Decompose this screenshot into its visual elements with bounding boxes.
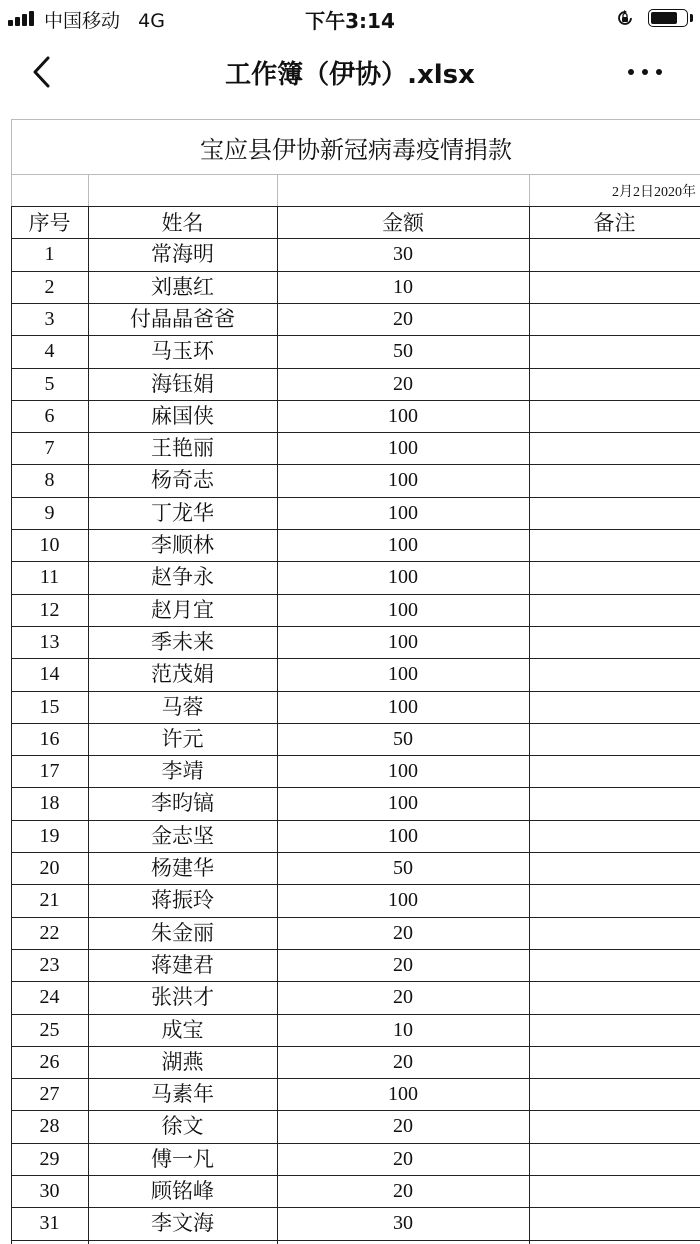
sheet-title: 宝应县伊协新冠病毒疫情捐款	[200, 136, 512, 164]
row-name-cell[interactable]: 马素年	[151, 1082, 214, 1107]
row-number-cell[interactable]: 26	[39, 1050, 60, 1073]
row-number-cell[interactable]: 12	[39, 598, 60, 621]
row-amount-cell[interactable]: 50	[393, 340, 413, 363]
row-amount-cell[interactable]: 100	[388, 566, 418, 589]
row-name-cell[interactable]: 张洪才	[151, 985, 214, 1010]
row-name-cell[interactable]: 常海明	[151, 242, 214, 267]
row-amount-cell[interactable]: 100	[388, 469, 418, 492]
row-number-cell[interactable]: 25	[39, 1018, 60, 1041]
row-amount-cell[interactable]: 20	[393, 1147, 413, 1170]
row-name-cell[interactable]: 徐文	[161, 1114, 204, 1139]
row-number-cell[interactable]: 22	[39, 921, 60, 944]
row-amount-cell[interactable]: 100	[388, 695, 418, 718]
grid-column-line	[529, 206, 530, 1244]
row-name-cell[interactable]: 杨奇志	[151, 468, 214, 493]
row-number-cell[interactable]: 23	[39, 953, 60, 976]
row-amount-cell[interactable]: 50	[393, 727, 413, 750]
row-amount-cell[interactable]: 100	[388, 824, 418, 847]
row-number-cell[interactable]: 11	[39, 566, 60, 589]
date-row-divider	[277, 174, 278, 206]
row-amount-cell[interactable]: 20	[393, 953, 413, 976]
row-amount-cell[interactable]: 30	[393, 1212, 413, 1235]
row-number-cell[interactable]: 15	[39, 695, 60, 718]
row-name-cell[interactable]: 李文海	[151, 1211, 214, 1236]
row-name-cell[interactable]: 湖燕	[161, 1049, 204, 1074]
row-number-cell[interactable]: 7	[44, 437, 55, 460]
row-amount-cell[interactable]: 100	[388, 760, 418, 783]
row-name-cell[interactable]: 付晶晶爸爸	[130, 306, 235, 331]
row-amount-cell[interactable]: 20	[393, 921, 413, 944]
row-name-cell[interactable]: 马玉环	[151, 339, 214, 364]
row-name-cell[interactable]: 马蓉	[161, 694, 204, 719]
grid-row-line	[11, 206, 700, 207]
header-no: 序号	[28, 211, 71, 235]
row-amount-cell[interactable]: 20	[393, 1115, 413, 1138]
row-name-cell[interactable]: 赵月宜	[151, 597, 214, 622]
sheet-border-top	[11, 119, 700, 120]
row-name-cell[interactable]: 蒋振玲	[151, 888, 214, 913]
row-amount-cell[interactable]: 30	[393, 243, 413, 266]
row-amount-cell[interactable]: 10	[393, 1018, 413, 1041]
row-amount-cell[interactable]: 100	[388, 889, 418, 912]
row-amount-cell[interactable]: 100	[388, 501, 418, 524]
row-name-cell[interactable]: 许元	[161, 726, 204, 751]
status-time: 下午3:14	[305, 9, 395, 33]
row-number-cell[interactable]: 1	[44, 243, 55, 266]
row-number-cell[interactable]: 30	[39, 1180, 60, 1202]
row-name-cell[interactable]: 海钰娟	[151, 371, 214, 396]
row-name-cell[interactable]: 顾铭峰	[151, 1179, 214, 1203]
row-amount-cell[interactable]: 100	[388, 663, 418, 686]
row-name-cell[interactable]: 蒋建君	[151, 952, 214, 977]
row-number-cell[interactable]: 24	[39, 986, 60, 1009]
network-label: 4G	[138, 10, 165, 32]
row-number-cell[interactable]: 21	[39, 889, 60, 912]
row-amount-cell[interactable]: 20	[393, 1050, 413, 1073]
row-number-cell[interactable]: 6	[44, 404, 55, 427]
row-amount-cell[interactable]: 100	[388, 598, 418, 621]
row-name-cell[interactable]: 李靖	[161, 759, 204, 784]
row-name-cell[interactable]: 麻国侠	[151, 403, 214, 428]
row-number-cell[interactable]: 18	[39, 792, 60, 815]
header-note: 备注	[593, 211, 636, 235]
date-row-divider	[529, 174, 530, 206]
carrier-label: 中国移动 4G	[44, 10, 165, 32]
row-name-cell[interactable]: 范茂娟	[151, 662, 214, 687]
row-amount-cell[interactable]: 10	[393, 275, 413, 298]
row-amount-cell[interactable]: 100	[388, 792, 418, 815]
row-name-cell[interactable]: 李昀镐	[151, 791, 214, 816]
row-amount-cell[interactable]: 100	[388, 1083, 418, 1106]
row-name-cell[interactable]: 李顺林	[151, 533, 214, 557]
row-number-cell[interactable]: 14	[39, 663, 60, 686]
row-number-cell[interactable]: 17	[39, 760, 60, 783]
row-number-cell[interactable]: 19	[39, 824, 60, 847]
row-number-cell[interactable]: 16	[39, 727, 60, 750]
row-name-cell[interactable]: 王艳丽	[151, 436, 214, 461]
date-row-divider	[88, 174, 89, 206]
header-amount: 金额	[382, 211, 424, 235]
row-number-cell[interactable]: 13	[39, 630, 60, 653]
row-number-cell[interactable]: 20	[39, 857, 60, 879]
row-number-cell[interactable]: 8	[44, 469, 55, 492]
title-row-divider	[11, 174, 700, 175]
row-amount-cell[interactable]: 50	[393, 857, 413, 879]
header-name: 姓名	[161, 211, 204, 235]
row-amount-cell[interactable]: 20	[393, 986, 413, 1009]
row-amount-cell[interactable]: 20	[393, 372, 413, 395]
row-name-cell[interactable]: 刘惠红	[151, 274, 214, 299]
row-number-cell[interactable]: 3	[44, 307, 55, 330]
row-amount-cell[interactable]: 20	[393, 307, 413, 330]
row-amount-cell[interactable]: 100	[388, 404, 418, 427]
row-amount-cell[interactable]: 100	[388, 437, 418, 460]
row-number-cell[interactable]: 10	[39, 534, 60, 556]
grid-row-line	[11, 1240, 700, 1241]
row-number-cell[interactable]: 29	[39, 1147, 60, 1170]
row-amount-cell[interactable]: 100	[388, 630, 418, 653]
row-number-cell[interactable]: 28	[39, 1115, 60, 1138]
row-number-cell[interactable]: 27	[39, 1083, 60, 1106]
date-cell: 2月2日2020年	[612, 185, 696, 200]
row-name-cell[interactable]: 丁龙华	[151, 500, 214, 525]
row-name-cell[interactable]: 傅一凡	[151, 1146, 214, 1171]
row-name-cell[interactable]: 朱金丽	[151, 920, 214, 945]
row-number-cell[interactable]: 4	[44, 340, 55, 363]
document-title: 工作簿（伊协）.xlsx	[225, 60, 475, 90]
row-name-cell[interactable]: 季未来	[151, 629, 214, 654]
row-amount-cell[interactable]: 100	[388, 534, 418, 556]
row-number-cell[interactable]: 31	[39, 1212, 60, 1235]
row-name-cell[interactable]: 赵争永	[151, 565, 214, 590]
row-number-cell[interactable]: 2	[44, 275, 55, 298]
row-name-cell[interactable]: 杨建华	[151, 856, 214, 880]
row-name-cell[interactable]: 成宝	[161, 1017, 204, 1042]
row-name-cell[interactable]: 金志坚	[151, 823, 214, 848]
row-amount-cell[interactable]: 20	[393, 1180, 413, 1202]
row-number-cell[interactable]: 5	[44, 372, 55, 395]
row-number-cell[interactable]: 9	[44, 501, 55, 524]
